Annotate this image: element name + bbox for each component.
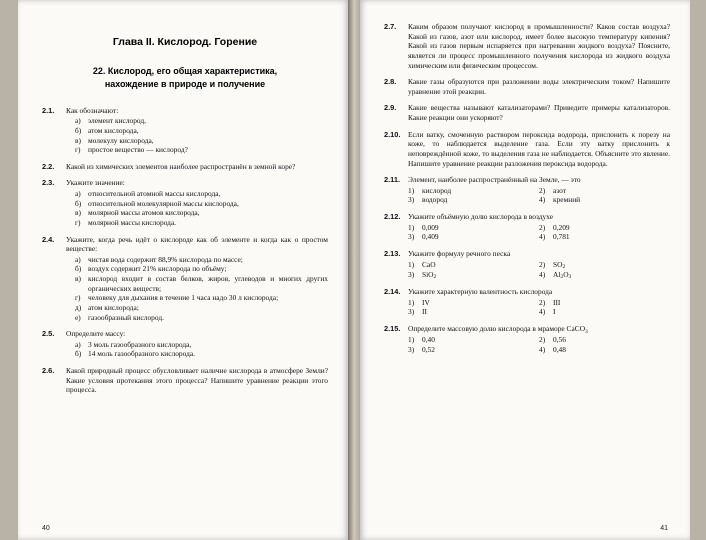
right-page-content <box>384 22 670 516</box>
option-list <box>66 255 328 322</box>
question-body <box>408 77 670 96</box>
question-text: Как обозначают: <box>66 105 119 115</box>
question-item <box>384 130 670 169</box>
option-label: 4) <box>539 269 546 279</box>
option-item <box>408 345 539 355</box>
question-number: 2.9. <box>384 103 397 113</box>
option-item <box>75 199 328 209</box>
option-text: CaO <box>422 259 436 269</box>
option-label: 3) <box>408 269 415 279</box>
option-label: д) <box>75 302 82 312</box>
option-text: молярной массы кислорода. <box>88 217 177 227</box>
option-label: г) <box>75 145 81 155</box>
option-label: 4) <box>539 232 546 242</box>
question-text: Укажите характерную валентность кислорода <box>408 287 553 297</box>
question-text: Какие вещества называют катализаторами? Приведите примеры катализаторов. Какие реакции они ускоряют? <box>408 103 670 122</box>
question-number: 2.6. <box>42 366 55 376</box>
option-text: кислород входит в состав белков, жиров, углеводов и многих других органических веществ; <box>88 274 328 293</box>
option-item <box>408 307 539 317</box>
option-item <box>75 189 328 199</box>
question-body <box>408 249 670 280</box>
option-text: SiO$_2$ <box>422 269 437 281</box>
option-item <box>75 126 328 136</box>
option-item <box>408 186 539 196</box>
option-list <box>408 186 670 205</box>
option-label: 4) <box>539 195 546 205</box>
option-text: атом кислорода; <box>88 302 139 312</box>
option-item <box>539 345 670 355</box>
option-text: 0,781 <box>553 232 570 242</box>
option-item <box>75 136 328 146</box>
option-text: 0,009 <box>422 222 439 232</box>
question-body <box>408 22 670 70</box>
option-item <box>539 232 670 242</box>
option-text: 0,56 <box>553 335 566 345</box>
option-text: $Al_2O_3$ <box>553 269 572 281</box>
option-list <box>408 260 670 281</box>
question-text: Определите массовую долю кислорода в мраморе CaCO$_3$ <box>408 323 588 335</box>
option-text: II <box>422 307 427 317</box>
question-item <box>42 162 328 172</box>
question-item <box>42 366 328 395</box>
option-text: элемент кислород, <box>88 116 146 126</box>
option-text: III <box>553 297 561 307</box>
option-item <box>408 232 539 242</box>
option-text: человеку для дыхания в течение 1 часа надо 30 л кислорода; <box>88 293 279 303</box>
left-page <box>18 0 348 540</box>
question-number: 2.11. <box>384 175 401 185</box>
option-list <box>66 189 328 228</box>
option-text: молярной массы атомов кислорода, <box>88 208 200 218</box>
question-item <box>384 212 670 242</box>
question-item <box>384 77 670 96</box>
question-body <box>408 103 670 122</box>
option-label: б) <box>75 198 82 208</box>
option-text: чистая вода содержит 88,9% кислорода по массе; <box>88 254 243 264</box>
book-gutter <box>348 0 360 540</box>
question-text: Элемент, наиболее распространённый на Земле, — это <box>408 175 581 185</box>
question-body <box>408 130 670 169</box>
option-item <box>408 223 539 233</box>
question-item <box>384 103 670 122</box>
option-text: 0,209 <box>553 222 570 232</box>
option-item <box>408 195 539 205</box>
option-label: 2) <box>539 185 546 195</box>
option-list <box>408 298 670 317</box>
option-label: 3) <box>408 307 415 317</box>
question-text: Укажите значение: <box>66 178 125 188</box>
option-item <box>75 303 328 313</box>
option-item <box>75 116 328 126</box>
option-label: 3) <box>408 232 415 242</box>
option-text: 0,40 <box>422 335 435 345</box>
question-text: Каким образом получают кислород в промышленности? Каков состав воздуха? Какой из газов, азот или кислород, имеет более высокую температуру кипения? Какой из газов первым испаряется при нагревании жидкого воздуха? Поясните, является ли процесс промышленного получения кислорода из жидкого воздуха химическим или физическим процессом. <box>408 22 670 70</box>
option-item <box>539 298 670 308</box>
option-item <box>539 186 670 196</box>
option-label: а) <box>75 339 81 349</box>
option-item <box>75 208 328 218</box>
option-item <box>75 274 328 293</box>
question-number: 2.10. <box>384 129 401 139</box>
option-label: 1) <box>408 297 415 307</box>
question-number: 2.2. <box>42 161 55 171</box>
option-text: относительной атомной массы кислорода, <box>88 189 221 199</box>
option-item <box>75 264 328 274</box>
option-text: молекулу кислорода, <box>88 135 154 145</box>
option-item <box>75 145 328 155</box>
question-number: 2.8. <box>384 77 397 87</box>
question-number: 2.3. <box>42 178 55 188</box>
question-text: Определите массу: <box>66 329 126 339</box>
option-item <box>539 195 670 205</box>
option-label: в) <box>75 274 81 284</box>
option-text: газообразный кислород. <box>88 312 164 322</box>
option-label: в) <box>75 135 81 145</box>
question-number: 2.7. <box>384 22 397 31</box>
question-body <box>66 178 328 227</box>
option-label: 3) <box>408 344 415 354</box>
page-number-left: 40 <box>42 525 50 532</box>
option-list <box>66 340 328 359</box>
section-title-line-2: нахождение в природе и получение <box>104 78 266 89</box>
option-item <box>75 340 328 350</box>
question-text: Если ватку, смоченную раствором пероксида водорода, прислонить к порезу на коже, то наблюдается выделение газа. Если эту ватку прислонить к неповреждённой коже, то выделения газа не наблюдается. Объясните это явление. Напишите уравнение реакции разложения пероксида водорода. <box>408 129 670 168</box>
question-body <box>408 212 670 242</box>
question-body <box>66 329 328 359</box>
option-item <box>539 260 670 270</box>
question-number: 2.15. <box>384 323 401 333</box>
option-text: IV <box>422 297 430 307</box>
option-item <box>408 270 539 280</box>
option-text: 3 моль газообразного кислорода, <box>88 339 192 349</box>
question-item <box>42 178 328 227</box>
question-text: Какой из химических элементов наиболее распространён в земной коре? <box>66 161 296 171</box>
option-text: простое вещество — кислород? <box>88 145 188 155</box>
option-label: 2) <box>539 222 546 232</box>
option-item <box>408 260 539 270</box>
option-item <box>75 218 328 228</box>
page-number-right: 41 <box>660 525 668 532</box>
question-number: 2.14. <box>384 287 401 297</box>
question-item <box>384 175 670 205</box>
option-label: б) <box>75 264 82 274</box>
option-text: воздух содержит 21% кислорода по объёму; <box>88 264 227 274</box>
option-label: 3) <box>408 195 415 205</box>
question-text: Укажите формулу речного песка <box>408 248 511 258</box>
option-text: 0,409 <box>422 232 439 242</box>
option-item <box>75 349 328 359</box>
option-label: б) <box>75 349 82 359</box>
section-title-line-1: 22. Кислород, его общая характеристика, <box>92 66 278 77</box>
section-title <box>42 65 328 89</box>
option-label: г) <box>75 293 81 303</box>
chapter-title: Глава II. Кислород. Горение <box>112 36 258 48</box>
question-body <box>66 162 328 172</box>
question-body <box>66 366 328 395</box>
question-number: 2.5. <box>42 329 55 339</box>
option-label: а) <box>75 189 81 199</box>
question-number: 2.1. <box>42 105 55 115</box>
left-page-content <box>42 22 328 516</box>
option-item <box>539 223 670 233</box>
question-number: 2.4. <box>42 234 55 244</box>
option-item <box>75 255 328 265</box>
option-item <box>539 307 670 317</box>
question-item <box>384 324 670 355</box>
option-list <box>408 223 670 242</box>
question-item <box>384 249 670 280</box>
question-number: 2.12. <box>384 212 401 221</box>
option-text: кислород <box>422 185 452 195</box>
option-text: 0,48 <box>553 344 566 354</box>
question-text: Какой природный процесс обусловливает наличие кислорода в атмосфере Земли? Какие условия протекания этого процесса? Напишите уравнение реакции этого процесса. <box>66 366 328 395</box>
question-text: Укажите объёмную долю кислорода в воздухе <box>408 212 554 221</box>
option-text: 14 моль газообразного кислорода. <box>88 349 195 359</box>
question-item <box>42 106 328 155</box>
option-item <box>539 335 670 345</box>
question-body <box>408 287 670 317</box>
option-item <box>75 313 328 323</box>
option-label: г) <box>75 217 81 227</box>
option-list <box>66 116 328 155</box>
question-body <box>66 106 328 155</box>
option-label: 4) <box>539 307 546 317</box>
option-label: 2) <box>539 297 546 307</box>
question-number: 2.13. <box>384 248 401 258</box>
option-text: 0,52 <box>422 344 435 354</box>
question-item <box>384 22 670 70</box>
question-text: Какие газы образуются при разложении воды электрическим током? Напишите уравнение этой реакции. <box>408 77 670 96</box>
option-label: 1) <box>408 185 415 195</box>
option-item <box>408 298 539 308</box>
option-label: 1) <box>408 335 415 345</box>
question-item <box>384 287 670 317</box>
question-body <box>408 324 670 355</box>
option-label: 4) <box>539 344 546 354</box>
right-page <box>360 0 690 540</box>
option-label: б) <box>75 125 82 135</box>
question-body <box>66 235 328 323</box>
option-label: а) <box>75 116 81 126</box>
option-item <box>75 293 328 303</box>
option-list <box>408 335 670 354</box>
question-text: Укажите, когда речь идёт о кислороде как об элементе и когда как о простом веществе: <box>66 234 328 254</box>
option-label: в) <box>75 208 81 218</box>
option-text: водород <box>422 195 448 205</box>
option-text: кремний <box>553 195 581 205</box>
question-body <box>408 175 670 205</box>
option-label: 1) <box>408 259 415 269</box>
option-text: $SO_2$ <box>553 259 566 271</box>
question-item <box>42 235 328 323</box>
option-item <box>539 270 670 280</box>
option-label: а) <box>75 254 81 264</box>
option-label: 2) <box>539 335 546 345</box>
option-item <box>408 335 539 345</box>
option-text: азот <box>553 185 566 195</box>
option-text: I <box>553 307 556 317</box>
question-item <box>42 329 328 359</box>
option-label: е) <box>75 312 81 322</box>
option-label: 2) <box>539 259 546 269</box>
option-text: атом кислорода, <box>88 125 139 135</box>
option-label: 1) <box>408 222 415 232</box>
option-text: относительной молекулярной массы кислорода, <box>88 198 239 208</box>
